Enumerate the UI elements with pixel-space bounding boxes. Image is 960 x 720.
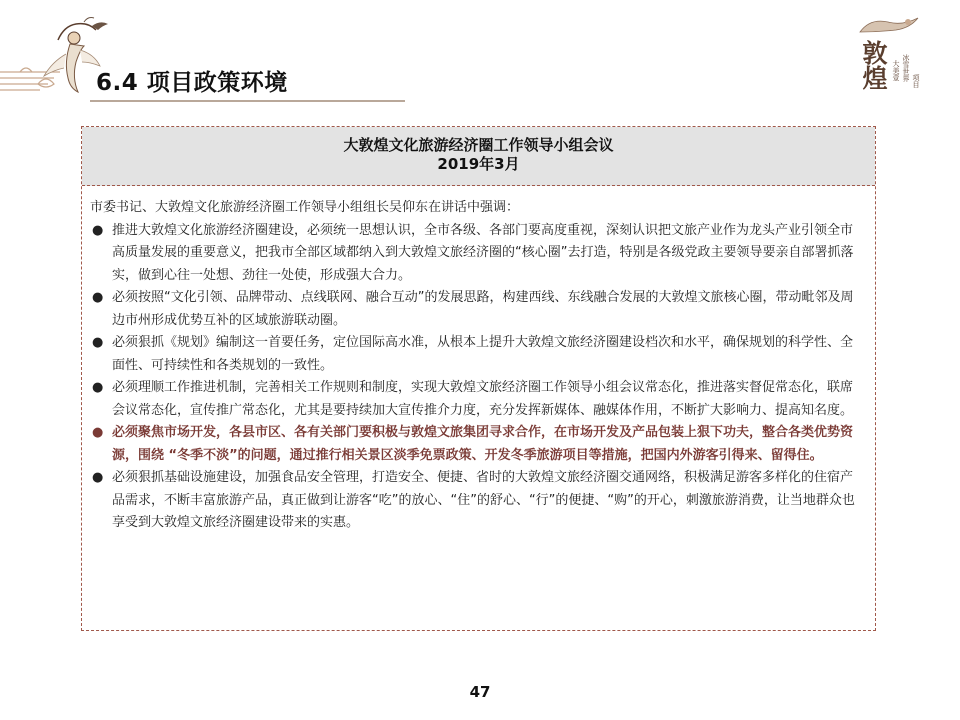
- bullet-icon: ●: [92, 425, 104, 440]
- bullet-icon: ●: [92, 335, 104, 350]
- logo-flourish-icon: [852, 14, 930, 40]
- bullet-icon: ●: [92, 290, 104, 305]
- meeting-box-header: [82, 127, 875, 186]
- logo-side-text-c: 项目: [912, 74, 920, 88]
- list-item: ● 推进大敦煌文化旅游经济圈建设，必须统一思想认识，全市各级、各部门要高度重视，深刻认识把文旅产业作为龙头产业引领全市高质量发展的重要意义，把我市全部区域都纳入到大敦煌文旅经济圈的“核心圈”去打造，特别是各级党政主要领导要亲自部署抓落实，做到心往一处想、劲往一处使，形成强大合力。: [90, 220, 863, 288]
- list-item: ● 必须理顺工作推进机制，完善相关工作规则和制度，实现大敦煌文旅经济圈工作领导小组会议常态化，推进落实督促常态化，联席会议常态化，宣传推广常态化，尤其是要持续加大宣传推介力度，充分发挥新媒体、融媒体作用，不断扩大影响力、提高知名度。: [90, 377, 863, 422]
- page-number: 47: [469, 683, 491, 701]
- list-item: ● 必须狠抓基础设施建设，加强食品安全管理，打造安全、便捷、省时的大敦煌文旅经济圈交通网络，积极满足游客多样化的住宿产品需求，不断丰富旅游产品，真正做到让游客“吃”的放心、“住”的舒心、“行”的便捷、“购”的开心，刺激旅游消费，让当地群众也享受到大敦煌文旅经济圈建设带来的实惠。: [90, 467, 863, 535]
- bullet-icon: ●: [92, 470, 104, 485]
- dunhuang-logo: [852, 14, 930, 114]
- title-underline: [90, 100, 405, 102]
- bullet-list: [90, 220, 863, 535]
- list-item: ● 必须狠抓《规划》编制这一首要任务，定位国际高水准，从根本上提升大敦煌文旅经济圈建设档次和水平，确保规划的科学性、全面性、可持续性和各类规划的一致性。: [90, 332, 863, 377]
- bullet-icon: ●: [92, 222, 104, 238]
- bullet-icon: ●: [92, 380, 104, 395]
- page-title: 6.4 项目政策环境: [96, 70, 288, 96]
- meeting-date: 2019年3月: [437, 155, 520, 173]
- meeting-box-body: [82, 186, 875, 535]
- logo-side-text-a: 大美壹: [892, 60, 900, 81]
- list-item: ● 必须按照“文化引领、品牌带动、点线联网、融合互动”的发展思路，构建西线、东线融合发展的大敦煌文旅核心圈，带动毗邻及周边市州形成优势互补的区域旅游联动圈。: [90, 287, 863, 332]
- logo-side-text-b: 冰雪世界: [902, 54, 910, 82]
- meeting-box: [81, 126, 876, 631]
- logo-main-text: 敦煌: [859, 40, 888, 90]
- list-item-highlight: ● 必须聚焦市场开发，各县市区、各有关部门要积极与敦煌文旅集团寻求合作，在市场开发及产品包装上狠下功夫，整合各类优势资源，围绕 “冬季不淡”的问题，通过推行相关景区淡季免票政策、开发冬季旅游项目等措施，把国内外游客引得来、留得住。: [90, 422, 863, 467]
- intro-text: 市委书记、大敦煌文化旅游经济圈工作领导小组组长吴仰东在讲话中强调：: [90, 200, 520, 215]
- meeting-heading: 大敦煌文化旅游经济圈工作领导小组会议: [343, 136, 614, 154]
